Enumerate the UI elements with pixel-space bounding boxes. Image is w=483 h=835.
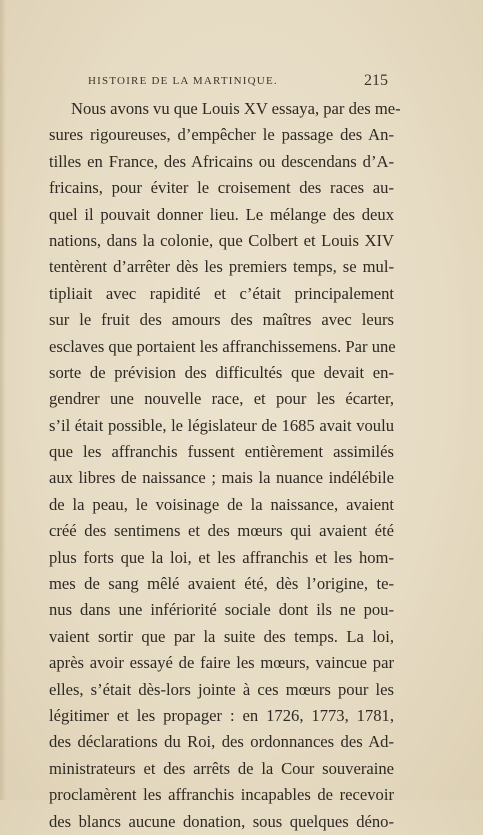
text-line: de la peau, le voisinage de la naissance, avaient bbox=[49, 494, 394, 514]
page-header bbox=[88, 72, 388, 92]
text-line: s’il était possible, le législateur de 1685 avait voulu bbox=[49, 415, 394, 435]
body-text bbox=[49, 96, 401, 835]
text-line: gendrer une nouvelle race, et pour les écarter, bbox=[49, 389, 394, 409]
text-line: esclaves que portaient les affranchissemens. Par une bbox=[49, 336, 396, 356]
text-line: nations, dans la colonie, que Colbert et Louis XIV bbox=[49, 230, 394, 250]
text-line: nus dans une infériorité sociale dont ils ne pou- bbox=[49, 600, 394, 620]
text-line: plus forts que la loi, et les affranchis et les hom- bbox=[49, 547, 394, 567]
text-line: tilles en France, des Africains ou descendans d’A- bbox=[49, 151, 394, 171]
text-line: des blancs aucune donation, sous quelques déno- bbox=[49, 811, 394, 831]
text-line: créé des sentimens et des mœurs qui avaient été bbox=[49, 521, 394, 541]
text-line: après avoir essayé de faire les mœurs, vaincue par bbox=[49, 653, 394, 673]
page-edge-shadow bbox=[0, 0, 6, 800]
text-line: quel il pouvait donner lieu. Le mélange des deux bbox=[49, 204, 394, 224]
text-line: tipliait avec rapidité et c’était principalement bbox=[49, 283, 394, 303]
page-number: 215 bbox=[364, 72, 388, 89]
text-line: des déclarations du Roi, des ordonnances des Ad- bbox=[49, 732, 394, 752]
text-line: elles, s’était dès-lors jointe à ces mœurs pour les bbox=[49, 679, 394, 699]
text-line: légitimer et les propager : en 1726, 1773, 1781, bbox=[49, 705, 394, 725]
text-line: Nous avons vu que Louis XV essaya, par des me- bbox=[71, 99, 401, 118]
text-line: aux libres de naissance ; mais la nuance indélébile bbox=[49, 468, 394, 488]
running-title: HISTOIRE DE LA MARTINIQUE. bbox=[88, 75, 278, 87]
text-line: sorte de prévision des difficultés que devait en- bbox=[49, 362, 394, 382]
text-line: que les affranchis fussent entièrement assimilés bbox=[49, 442, 394, 462]
text-line: ministrateurs et des arrêts de la Cour souveraine bbox=[49, 758, 394, 778]
text-line: proclamèrent les affranchis incapables de recevoir bbox=[49, 785, 394, 805]
text-line: sures rigoureuses, d’empêcher le passage des An- bbox=[49, 125, 394, 145]
text-line: sur le fruit des amours des maîtres avec leurs bbox=[49, 310, 394, 330]
text-line: tentèrent d’arrêter dès les premiers temps, se mul- bbox=[49, 257, 394, 277]
text-line: fricains, pour éviter le croisement des races au- bbox=[49, 178, 394, 198]
text-line: vaient sortir que par la suite des temps. La loi, bbox=[49, 626, 394, 646]
text-line: mes de sang mêlé avaient été, dès l’origine, te- bbox=[49, 574, 394, 594]
